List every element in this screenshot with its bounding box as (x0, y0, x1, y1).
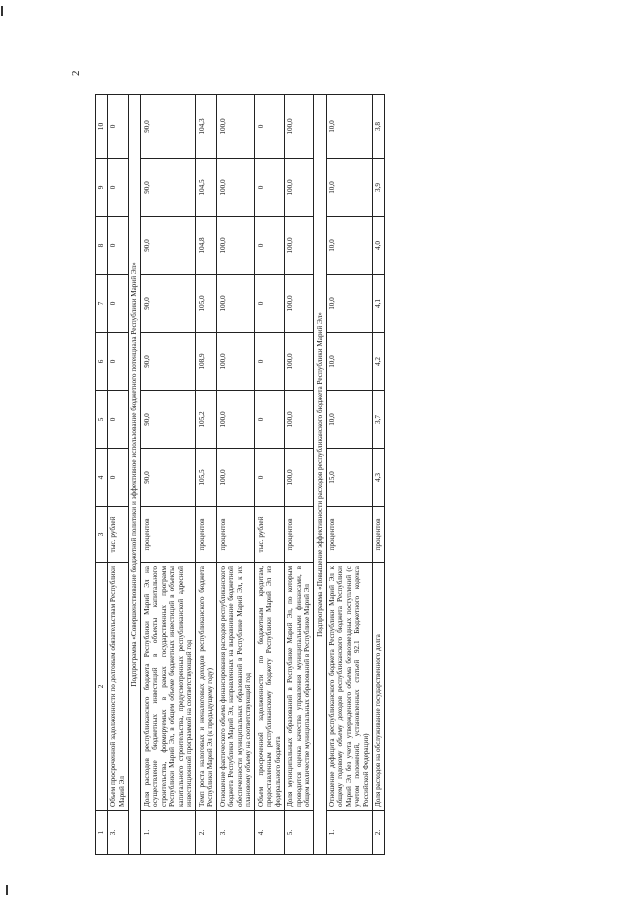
row-number: 2. (372, 811, 384, 855)
unit-cell: процентов (196, 507, 217, 563)
value-cell: 0 (107, 95, 128, 159)
subprogram-heading-row (314, 95, 326, 855)
header-cell: 3 (96, 507, 108, 563)
value-cell: 3,9 (372, 159, 384, 217)
value-cell: 104,5 (196, 159, 217, 217)
value-cell: 100,0 (284, 391, 313, 449)
table-row (284, 95, 313, 855)
row-number: 1. (326, 811, 372, 855)
subprogram-heading-row (128, 95, 140, 855)
value-cell: 0 (255, 159, 284, 217)
value-cell: 100,0 (284, 217, 313, 275)
value-cell: 105,2 (196, 391, 217, 449)
unit-cell: процентов (217, 507, 255, 563)
value-cell: 100,0 (217, 449, 255, 507)
value-cell: 90,0 (141, 95, 196, 159)
row-number: 5. (284, 811, 313, 855)
value-cell: 0 (255, 275, 284, 333)
indicator-description: Отношение фактического объема финансирования расходов республиканского бюджета Республики Марий Эл, направленных на выравнивание бюджетной обеспеченности муниципальных образований в Республике Марий Эл, к их плановому объему на соответствующий год (217, 563, 255, 811)
table-row (141, 95, 196, 855)
value-cell: 0 (255, 391, 284, 449)
row-number: 3. (217, 811, 255, 855)
unit-cell: процентов (141, 507, 196, 563)
value-cell: 90,0 (141, 275, 196, 333)
scan-edge-mark-bottom (6, 885, 8, 895)
value-cell: 4,0 (372, 217, 384, 275)
value-cell: 90,0 (141, 391, 196, 449)
table-row (107, 95, 128, 855)
header-cell: 4 (96, 449, 108, 507)
indicator-description: Доля расходов республиканского бюджета Республики Марий Эл на осуществление бюджетных инвестиций в объекты капитального строительства, формируемых в рамках государственных программ Республики Марий Эл, в общем объеме бюджетных инвестиций в объекты капитального строительства, предусмотренных республиканской адресной инвестиционной программой на соответствующий год (141, 563, 196, 811)
indicator-description: Объем просроченной задолженности по бюджетным кредитам, предоставленным республиканскому бюджету Республики Марий Эл из федерального бюджета (255, 563, 284, 811)
value-cell: 100,0 (284, 95, 313, 159)
indicators-table (95, 94, 385, 855)
header-cell: 8 (96, 217, 108, 275)
value-cell: 4,2 (372, 333, 384, 391)
indicator-description: Объем просроченной задолженности по долговым обязательствам Республики Марий Эл (107, 563, 128, 811)
value-cell: 0 (107, 217, 128, 275)
header-cell: 9 (96, 159, 108, 217)
header-cell: 7 (96, 275, 108, 333)
value-cell: 100,0 (217, 95, 255, 159)
row-number: 2. (196, 811, 217, 855)
unit-cell: процентов (372, 507, 384, 563)
row-number: 4. (255, 811, 284, 855)
subprogram-title: Подпрограмма «Совершенствование бюджетной политики и эффективное использование бюджетного потенциала Республики Марий Эл» (128, 95, 140, 855)
header-cell: 1 (96, 811, 108, 855)
header-cell: 5 (96, 391, 108, 449)
value-cell: 105,5 (196, 449, 217, 507)
unit-cell: процентов (326, 507, 372, 563)
value-cell: 0 (107, 159, 128, 217)
value-cell: 10,0 (326, 159, 372, 217)
table-row (372, 95, 384, 855)
value-cell: 10,0 (326, 333, 372, 391)
value-cell: 4,1 (372, 275, 384, 333)
table-row (217, 95, 255, 855)
value-cell: 0 (255, 333, 284, 391)
value-cell: 0 (107, 391, 128, 449)
value-cell: 100,0 (284, 275, 313, 333)
indicator-description: Отношение дефицита республиканского бюджета Республики Марий Эл к общему годовому объему доходов республиканского бюджета Республики Марий Эл без учета утвержденного объема безвозмездных поступлений (с учетом положений, установленных статьей 92.1 Бюджетного кодекса Российской Федерации) (326, 563, 372, 811)
value-cell: 10,0 (326, 95, 372, 159)
header-cell: 10 (96, 95, 108, 159)
value-cell: 100,0 (217, 275, 255, 333)
row-number: 1. (141, 811, 196, 855)
value-cell: 90,0 (141, 333, 196, 391)
value-cell: 0 (255, 217, 284, 275)
rotated-document-content (95, 95, 535, 855)
value-cell: 100,0 (284, 159, 313, 217)
unit-cell: тыс. рублей (255, 507, 284, 563)
table-row (255, 95, 284, 855)
value-cell: 100,0 (217, 217, 255, 275)
value-cell: 3,7 (372, 391, 384, 449)
value-cell: 10,0 (326, 217, 372, 275)
unit-cell: тыс. рублей (107, 507, 128, 563)
unit-cell: процентов (284, 507, 313, 563)
subprogram-title: Подпрограмма «Повышение эффективности расходов республиканского бюджета Республики Марий Эл» (314, 95, 326, 855)
value-cell: 100,0 (217, 333, 255, 391)
value-cell: 100,0 (217, 159, 255, 217)
value-cell: 100,0 (284, 333, 313, 391)
table-header-row (96, 95, 108, 855)
value-cell: 108,9 (196, 333, 217, 391)
value-cell: 100,0 (284, 449, 313, 507)
indicator-description: Доля расходов на обслуживание государственного долга (372, 563, 384, 811)
value-cell: 4,3 (372, 449, 384, 507)
value-cell: 90,0 (141, 217, 196, 275)
indicator-description: Темп роста налоговых и неналоговых доходов республиканского бюджета Республики Марий Эл (к предыдущему году) (196, 563, 217, 811)
value-cell: 0 (255, 95, 284, 159)
value-cell: 100,0 (217, 391, 255, 449)
value-cell: 0 (255, 449, 284, 507)
value-cell: 15,0 (326, 449, 372, 507)
value-cell: 0 (107, 275, 128, 333)
header-cell: 6 (96, 333, 108, 391)
value-cell: 3,8 (372, 95, 384, 159)
value-cell: 90,0 (141, 449, 196, 507)
table-row (326, 95, 372, 855)
value-cell: 90,0 (141, 159, 196, 217)
value-cell: 0 (107, 333, 128, 391)
value-cell: 104,3 (196, 95, 217, 159)
value-cell: 104,8 (196, 217, 217, 275)
table-row (196, 95, 217, 855)
page-number: 2 (70, 70, 82, 76)
header-cell: 2 (96, 563, 108, 811)
value-cell: 10,0 (326, 391, 372, 449)
row-number: 3. (107, 811, 128, 855)
value-cell: 10,0 (326, 275, 372, 333)
value-cell: 0 (107, 449, 128, 507)
scan-edge-mark-top (1, 6, 3, 16)
indicator-description: Доля муниципальных образований в Республике Марий Эл, по которым проводится оценка качества управления муниципальными финансами, в общем количестве муниципальных образований в Республике Марий Эл (284, 563, 313, 811)
value-cell: 105,0 (196, 275, 217, 333)
